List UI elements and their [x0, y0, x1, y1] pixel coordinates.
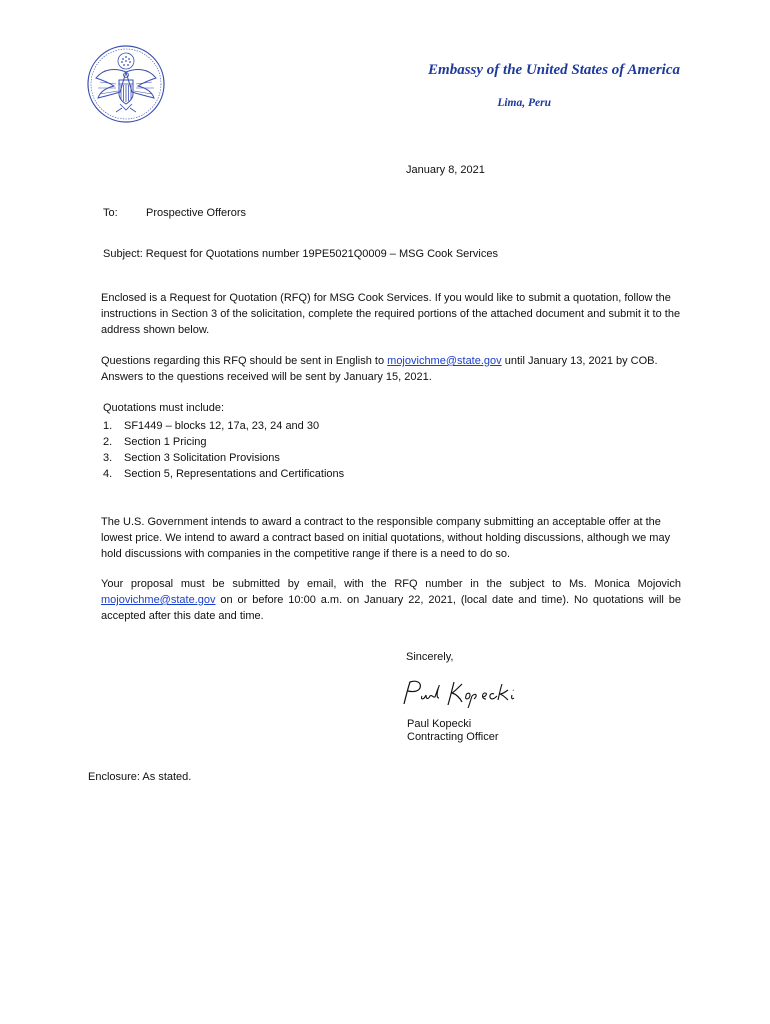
embassy-city: Lima, Peru — [497, 97, 551, 109]
body-paragraph-4 — [101, 576, 681, 624]
list-item-number: 2. — [103, 436, 113, 448]
list-item — [103, 418, 344, 434]
closing: Sincerely, — [406, 651, 454, 663]
enclosure-note: Enclosure: As stated. — [88, 771, 192, 783]
body-paragraph-3: The U.S. Government intends to award a contract to the responsible company submitting an acceptable offer at the lowest price. We intend to award a contract based on initial quotations, without holding discussions, although we may hold discussions with companies in the competitive range if there is a need to do so. — [101, 516, 671, 560]
list-item-text: Section 5, Representations and Certifications — [124, 468, 345, 480]
embassy-name: Embassy of the United States of America — [428, 62, 680, 78]
paragraph-2-text-end: until January 13, 2021 by COB. Answers to the questions received will be sent by January 15, 2021. — [101, 355, 658, 383]
body-paragraph-2 — [101, 353, 681, 385]
paragraph-4-text-start: Your proposal must be submitted by email, with the RFQ number in the subject to Ms. Monica Mojovich — [101, 578, 681, 590]
email-link[interactable]: mojovichme@state.gov — [387, 355, 502, 367]
to-label: To: — [103, 207, 118, 219]
list-item — [103, 466, 344, 482]
list-item-number: 4. — [103, 468, 113, 480]
embassy-seal-logo — [86, 44, 166, 124]
handwritten-signature — [398, 678, 530, 708]
email-link[interactable]: mojovichme@state.gov — [101, 594, 216, 606]
signer-title: Contracting Officer — [407, 731, 499, 743]
paragraph-4-text-end: on or before 10:00 a.m. on January 22, 2021, (local date and time). No quotations will be accepted after this date and time. — [101, 594, 681, 622]
list-item-number: 1. — [103, 420, 113, 432]
signer-name: Paul Kopecki — [407, 718, 472, 730]
list-item — [103, 434, 344, 450]
paragraph-2-text-start: Questions regarding this RFQ should be sent in English to — [101, 355, 388, 367]
to-recipient: Prospective Offerors — [146, 207, 247, 219]
list-item — [103, 450, 344, 466]
list-item-text: Section 1 Pricing — [124, 436, 207, 448]
list-item-number: 3. — [103, 452, 113, 464]
quotation-requirements-list — [103, 418, 344, 482]
letter-date: January 8, 2021 — [406, 164, 485, 176]
list-item-text: SF1449 – blocks 12, 17a, 23, 24 and 30 — [124, 420, 320, 432]
body-paragraph-1: Enclosed is a Request for Quotation (RFQ) for MSG Cook Services. If you would like to submit a quotation, follow the instructions in Section 3 of the solicitation, complete the required portions of the attached document and submit it to the address shown below. — [101, 292, 681, 336]
list-item-text: Section 3 Solicitation Provisions — [124, 452, 280, 464]
subject-line: Subject: Request for Quotations number 19PE5021Q0009 – MSG Cook Services — [103, 248, 498, 260]
quotation-intro: Quotations must include: — [103, 402, 225, 414]
